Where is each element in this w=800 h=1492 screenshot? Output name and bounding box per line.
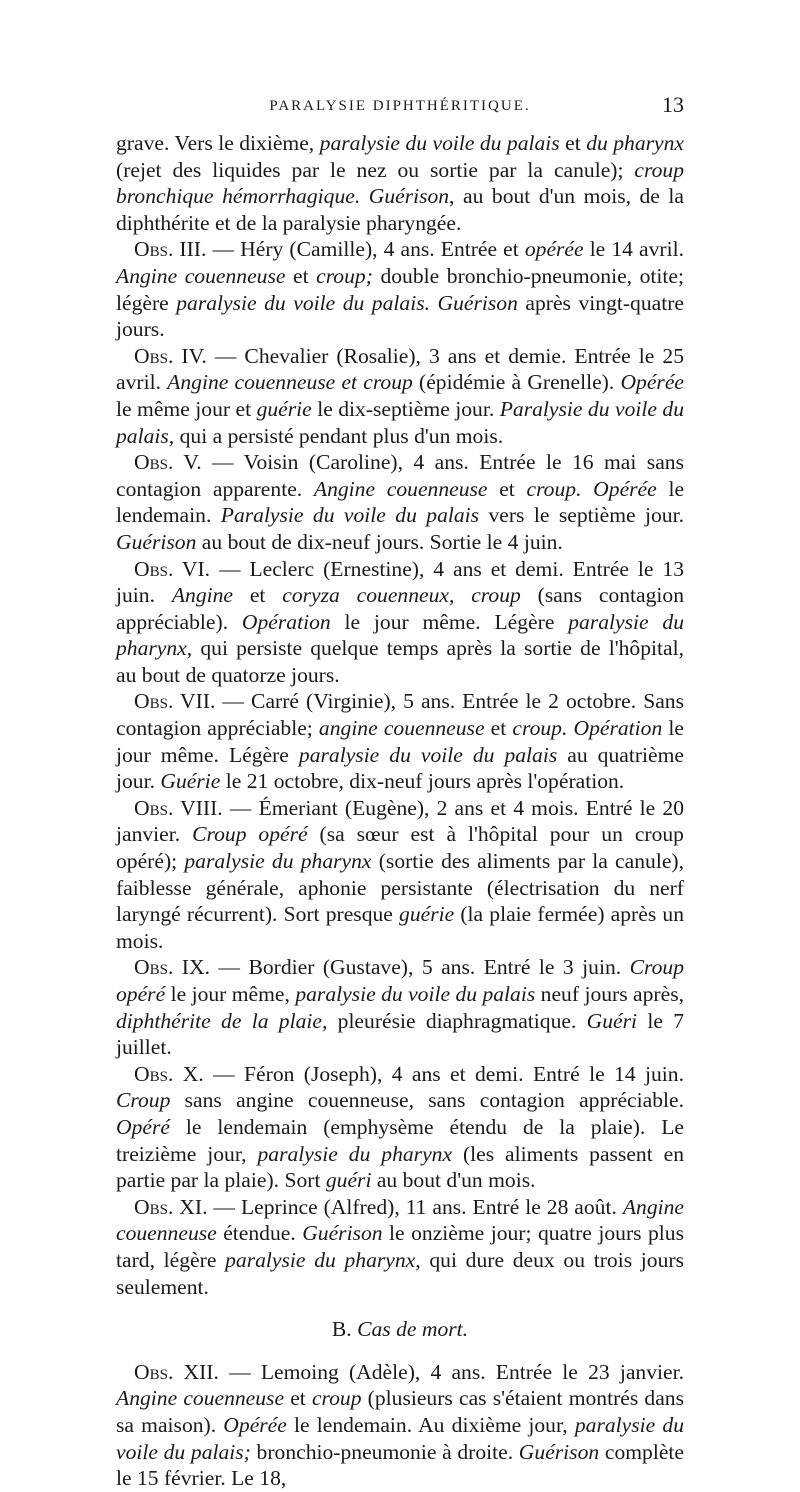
text-run: et xyxy=(233,583,283,608)
italic-run: croup. Opération xyxy=(512,716,663,741)
obs-label: Obs xyxy=(134,689,168,714)
italic-run: paralysie du pharynx xyxy=(257,1141,453,1166)
obs-label: Obs xyxy=(134,237,168,262)
text-run: et xyxy=(285,263,317,288)
text-run: qui dure deux ou trois jours seulement. xyxy=(116,1247,684,1299)
text-run: . X. — Féron (Joseph), 4 ans et demi. Entré le 14 juin. xyxy=(167,1061,684,1086)
italic-run: paralysie du pharynx, xyxy=(116,609,684,661)
body-text xyxy=(116,130,684,1492)
italic-run: Angine couenneuse xyxy=(313,476,488,501)
italic-run: diphthérite de la plaie, xyxy=(116,1008,328,1033)
section-heading xyxy=(116,1316,684,1343)
text-run: . V. — Voisin (Caroline), 4 ans. Entrée le 16 mai sans contagion apparente. xyxy=(116,450,684,501)
text-run: (la plaie fermée) après un mois. xyxy=(116,902,684,953)
obs-label: Obs xyxy=(134,795,168,820)
text-run: . XI. — Leprince (Alfred), 11 ans. Entré le 28 août. xyxy=(167,1194,623,1219)
text-run: et xyxy=(484,716,513,741)
text-run: le jour même. Légère xyxy=(116,716,684,767)
text-run: le jour même. Légère xyxy=(330,609,569,634)
text-run: (les aliments passent en partie par la plaie). Sort xyxy=(116,1141,685,1193)
italic-run: Guérison xyxy=(518,1439,600,1464)
running-head xyxy=(116,92,684,122)
text-run: au quatrième jour. xyxy=(116,742,684,794)
text-run: qui persiste quelque temps après la sortie de l'hôpital, au bout de quatorze jours. xyxy=(116,636,684,687)
text-run: étendue. xyxy=(216,1221,303,1246)
text-run: vers le septième jour. xyxy=(479,503,684,528)
page-number: 13 xyxy=(662,92,684,117)
italic-run: croup xyxy=(311,1386,362,1411)
obs-label: Obs xyxy=(134,450,168,475)
text-run: le jour même, xyxy=(165,982,296,1006)
text-run: le dix-septième jour. xyxy=(311,396,500,421)
text-run: neuf jours après, xyxy=(535,982,684,1006)
observation-paragraph xyxy=(116,954,684,1060)
text-run: et xyxy=(487,476,527,501)
italic-run: Croup opéré xyxy=(192,822,308,847)
text-run: , au bout d'un mois, de la diphthérite et de la paralysie pharyngée. xyxy=(116,184,684,235)
text-run: et xyxy=(284,1386,312,1411)
text-run: B. xyxy=(331,1317,358,1342)
running-title: PARALYSIE DIPHTHÉRITIQUE. xyxy=(269,98,531,114)
italic-run: paralysie du voile du palais; xyxy=(116,1412,685,1464)
italic-run: Angine couenneuse xyxy=(116,263,286,288)
text-run: . VI. — Leclerc (Ernestine), 4 ans et demi. Entrée le 13 juin. xyxy=(116,556,684,608)
text-run: complète le 15 février. Le 18, xyxy=(116,1439,684,1491)
text-run: le lendemain. Au dixième jour, xyxy=(286,1412,575,1437)
text-run: (sortie des aliments par la canule), faiblesse générale, aphonie persistante (électrisation du nerf laryngé récurrent). Sort presque xyxy=(116,849,684,927)
italic-run: Opération xyxy=(241,609,331,634)
italic-run: Angine xyxy=(171,583,233,608)
text-run: et xyxy=(559,131,587,155)
italic-run: paralysie du voile du palais. Guérison xyxy=(176,290,518,315)
text-run: le 14 avril. xyxy=(583,237,684,262)
observation-paragraph xyxy=(116,130,684,236)
text-run: . VII. — Carré (Virginie), 5 ans. Entrée le 2 octobre. Sans contagion appréciable; xyxy=(116,689,684,741)
italic-run: Croup xyxy=(116,1088,171,1113)
obs-label: Obs xyxy=(134,1194,168,1219)
text-run: le lendemain. xyxy=(116,476,685,528)
italic-run: Opérée xyxy=(620,370,684,395)
italic-run: guéri xyxy=(325,1168,372,1193)
obs-label: Obs xyxy=(134,1359,168,1384)
observation-paragraph xyxy=(116,1194,684,1300)
italic-run: paralysie du voile du palais xyxy=(319,131,560,155)
text-run: qui a persisté pendant plus d'un mois. xyxy=(174,423,504,448)
text-run: (plusieurs cas s'étaient montrés dans sa maison). xyxy=(116,1386,684,1437)
italic-run: guérie xyxy=(399,902,455,927)
text-run: . VIII. — Émeriant (Eugène), 2 ans et 4 mois. Entré le 20 janvier. xyxy=(116,795,684,847)
text-run: . IX. — Bordier (Gustave), 5 ans. Entré le 3 juin. xyxy=(167,955,630,980)
observation-paragraph xyxy=(116,556,684,689)
italic-run: Cas de mort. xyxy=(357,1317,469,1342)
italic-run: croup bronchique hémorrhagique. Guérison xyxy=(116,157,684,209)
italic-run: paralysie du voile du palais xyxy=(295,982,536,1006)
obs-label: Obs xyxy=(134,556,168,581)
text-run: le lendemain (emphysème étendu de la plaie). Le treizième jour, xyxy=(116,1114,684,1166)
italic-run: angine couenneuse xyxy=(318,716,485,741)
italic-run: Guérison xyxy=(116,529,197,554)
italic-run: guérie xyxy=(256,396,312,421)
observation-paragraph xyxy=(116,236,684,342)
text-run: sans angine couenneuse, sans contagion appréciable. xyxy=(170,1088,684,1113)
italic-run: Opérée xyxy=(223,1412,287,1437)
text-run: (épidémie à Grenelle). xyxy=(412,370,621,395)
text-run: pleurésie diaphragmatique. xyxy=(327,1008,587,1033)
italic-run: Angine couenneuse xyxy=(116,1386,285,1411)
observation-paragraph xyxy=(116,449,684,555)
italic-run: Guéri xyxy=(586,1008,638,1033)
observation-paragraph xyxy=(116,688,684,794)
italic-run: opérée xyxy=(524,237,584,262)
italic-run: Guérison xyxy=(302,1221,383,1246)
italic-run: paralysie du pharynx xyxy=(184,849,372,874)
text-run: (sans contagion appréciable). xyxy=(116,583,685,634)
italic-run: Angine couenneuse et croup xyxy=(167,370,413,395)
text-run: au bout de dix-neuf jours. Sortie le 4 juin. xyxy=(196,529,563,554)
italic-run: croup. Opérée xyxy=(526,476,657,501)
italic-run: coryza couenneux, croup xyxy=(282,583,521,608)
text-run: . III. — Héry (Camille), 4 ans. Entrée et xyxy=(167,237,525,262)
observation-paragraph xyxy=(116,343,684,449)
text-run: après vingt-quatre jours. xyxy=(116,290,685,342)
obs-label: Obs xyxy=(134,955,168,980)
text-run: . XII. — Lemoing (Adèle), 4 ans. Entrée le 23 janvier. xyxy=(167,1359,684,1384)
observation-paragraph xyxy=(116,1061,684,1194)
italic-run: croup; xyxy=(316,263,373,288)
text-run: (sa sœur est à l'hôpital pour un croup opéré); xyxy=(116,822,684,874)
text-run: . IV. — Chevalier (Rosalie), 3 ans et demie. Entrée le 25 avril. xyxy=(116,343,684,395)
italic-run: Angine couenneuse xyxy=(116,1194,684,1246)
italic-run: Guérie xyxy=(160,769,221,794)
text-run: le onzième jour; quatre jours plus tard, légère xyxy=(116,1221,684,1272)
obs-label: Obs xyxy=(134,343,168,368)
italic-run: Croup opéré xyxy=(116,955,684,1006)
text-run: bronchio-pneumonie à droite. xyxy=(250,1439,519,1464)
italic-run: Opéré xyxy=(116,1114,170,1139)
italic-run: du pharynx xyxy=(586,131,684,155)
text-run: double bronchio-pneumonie, otite; légère xyxy=(116,263,684,315)
italic-run: Paralysie du voile du palais xyxy=(220,503,480,528)
italic-run: paralysie du pharynx, xyxy=(225,1247,421,1272)
italic-run: Paralysie du voile du palais, xyxy=(116,396,685,448)
text-run: au bout d'un mois. xyxy=(371,1168,536,1193)
observation-paragraph xyxy=(116,795,684,955)
obs-label: Obs xyxy=(134,1061,168,1086)
observation-paragraph xyxy=(116,1359,684,1492)
text-run: (rejet des liquides par le nez ou sortie par la canule); xyxy=(116,157,635,182)
italic-run: paralysie du voile du palais xyxy=(298,742,558,767)
text-run: le 21 octobre, dix-neuf jours après l'opération. xyxy=(220,769,625,794)
text-run: le 7 juillet. xyxy=(116,1008,684,1060)
text-run: le même jour et xyxy=(116,396,257,421)
text-run: grave. Vers le dixième, xyxy=(116,131,320,155)
